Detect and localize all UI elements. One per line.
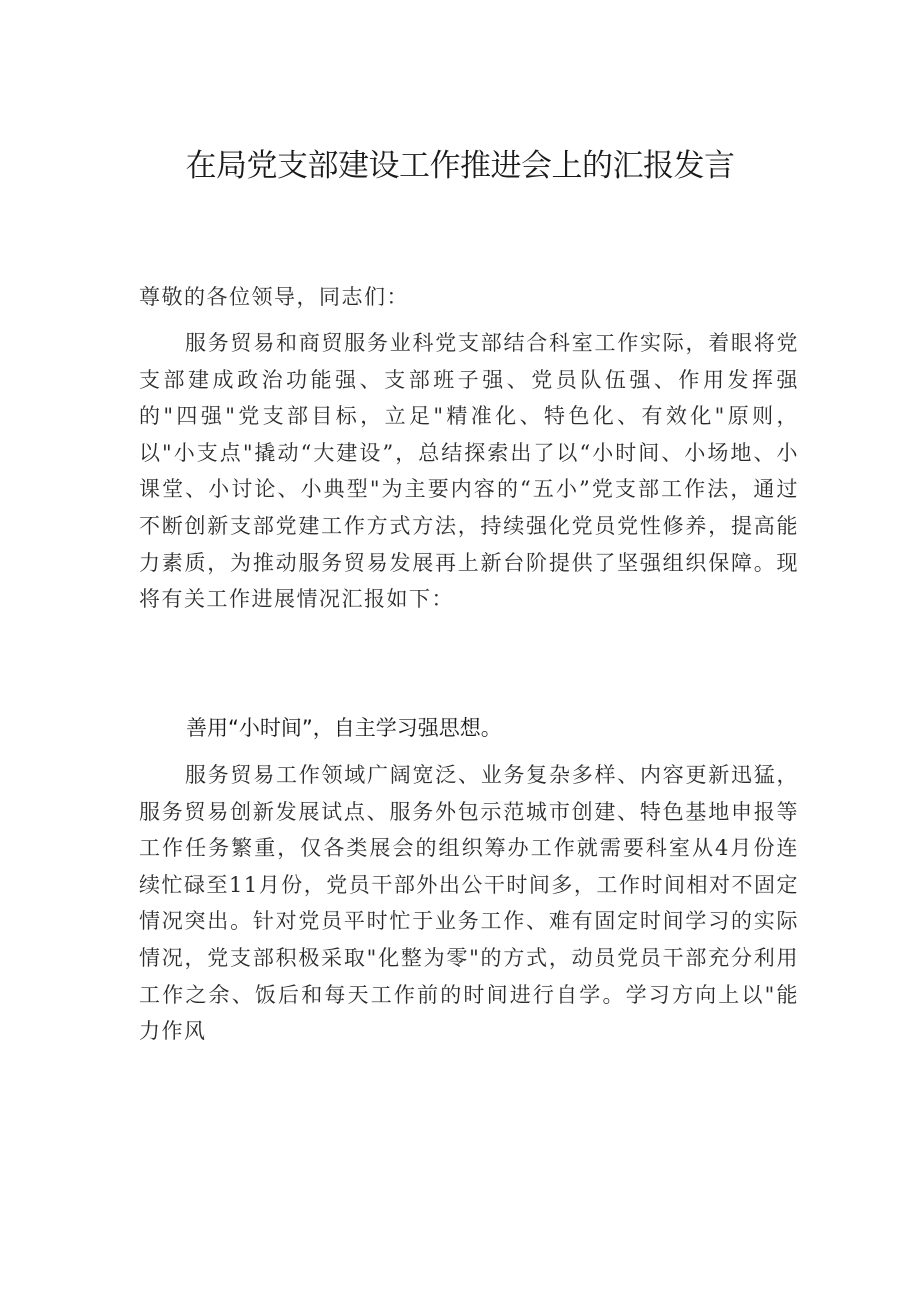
- paragraph-section-1: 服务贸易工作领域广阔宽泛、业务复杂多样、内容更新迅猛，服务贸易创新发展试点、服务外包示范城市创建、特色基地申报等工作任务繁重，仅各类展会的组织筹办工作就需要科室从4月份连续忙碌至11月份，党员干部外出公干时间多，工作时间相对不固定情况突出。针对党员平时忙于业务工作、难有固定时间学习的实际情况，党支部积极采取"化整为零"的方式，动员党员干部充分利用工作之余、饭后和每天工作前的时间进行自学。学习方向上以"能力作风: [139, 763, 799, 1044]
- paragraph-intro: 服务贸易和商贸服务业科党支部结合科室工作实际，着眼将党支部建成政治功能强、支部班子强、党员队伍强、作用发挥强的"四强"党支部目标，立足"精准化、特色化、有效化"原则，以"小支点"撬动“大建设”，总结探索出了以“小时间、小场地、小课堂、小讨论、小典型"为主要内容的“五小”党支部工作法，通过不断创新支部党建工作方式方法，持续强化党员党性修养，提高能力素质，为推动服务贸易发展再上新台阶提供了坚强组织保障。现将有关工作进展情况汇报如下：: [139, 331, 799, 612]
- salutation: 尊敬的各位领导，同志们：: [139, 285, 409, 309]
- document-title: 在局党支部建设工作推进会上的汇报发言: [185, 148, 735, 184]
- section-heading: 善用“小时间”，自主学习强思想。: [186, 716, 502, 740]
